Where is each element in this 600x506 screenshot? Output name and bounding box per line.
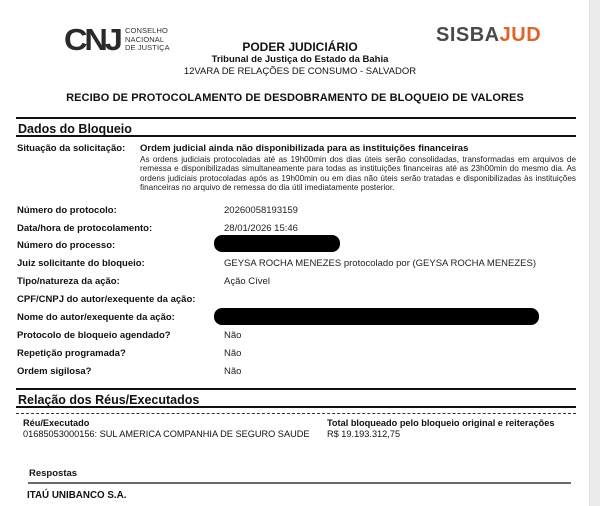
field-repeticao-programada [17, 348, 577, 362]
field-numero-protocolo [17, 205, 577, 219]
redaction-mark [214, 308, 539, 325]
field-value: Não [224, 366, 242, 377]
section-header-dados-bloqueio: Dados do Bloqueio [16, 117, 576, 137]
field-label: Protocolo de bloqueio agendado? [17, 330, 171, 341]
field-label: Nome do autor/exequente da ação: [17, 312, 175, 323]
field-numero-processo [17, 240, 577, 254]
field-tipo-natureza [17, 276, 577, 290]
scrollbar-track[interactable] [589, 0, 600, 506]
field-label: Número do protocolo: [17, 205, 117, 216]
reu-column [23, 418, 309, 439]
field-cpf-cnpj-autor [17, 294, 577, 308]
field-value: Ação Cível [224, 276, 270, 287]
field-value: 20260058193159 [224, 205, 298, 216]
field-value: Não [224, 348, 242, 359]
field-value: GEYSA ROCHA MENEZES protocolado por (GEYSA ROCHA MENEZES) [224, 258, 537, 269]
cnj-line-1: CONSELHO [125, 26, 168, 36]
field-protocolo-agendado [17, 330, 577, 344]
cnj-logo-text [125, 27, 170, 53]
cnj-line-3: DE JUSTIÇA [125, 43, 170, 53]
field-nome-autor [17, 312, 577, 326]
situacao-value: Ordem judicial ainda não disponibilizada para as instituições financeiras [140, 143, 469, 154]
reu-header: Réu/Executado [23, 418, 90, 428]
dashed-divider [16, 413, 576, 414]
total-header: Total bloqueado pelo bloqueio original e reiterações [327, 418, 555, 428]
sisbajud-logo-part2: JUD [499, 24, 542, 46]
cnj-logo-mark: CNJ [64, 22, 120, 57]
redaction-mark [214, 235, 340, 252]
field-label: Repetição programada? [17, 348, 126, 359]
field-label: Data/hora de protocolamento: [17, 223, 153, 234]
field-label: Juiz solicitante do bloqueio: [17, 258, 145, 269]
field-label: CPF/CNPJ do autor/exequente da ação: [17, 294, 196, 305]
court-header [170, 40, 430, 78]
section-header-reus: Relação dos Réus/Executados [16, 388, 576, 408]
sisbajud-logo-part1: SISBA [436, 24, 500, 46]
document-title: RECIBO DE PROTOCOLAMENTO DE DESDOBRAMENTO DE BLOQUEIO DE VALORES [66, 92, 524, 104]
field-ordem-sigilosa [17, 366, 577, 380]
field-value: Não [224, 330, 242, 341]
respostas-divider [28, 482, 571, 484]
reu-value: 01685053000156: SUL AMERICA COMPANHIA DE SEGURO SAUDE [23, 428, 310, 439]
cnj-logo [64, 22, 170, 57]
field-value: 28/01/2026 15:46 [224, 223, 298, 234]
respostas-title: Respostas [29, 468, 78, 479]
sisbajud-logo [436, 24, 541, 47]
bank-name: ITAÚ UNIBANCO S.A. [27, 490, 127, 501]
field-label: Ordem sigilosa? [17, 366, 92, 377]
tribunal-name: Tribunal de Justiça do Estado da Bahia [211, 54, 389, 65]
situacao-label: Situação da solicitação: [17, 143, 126, 154]
field-label: Tipo/natureza da ação: [17, 276, 120, 287]
cnj-line-2: NACIONAL [125, 34, 165, 44]
court-title: PODER JUDICIÁRIO [242, 40, 358, 54]
vara-name: 12VARA DE RELAÇÕES DE CONSUMO - SALVADOR [183, 66, 417, 77]
total-column [327, 418, 555, 439]
total-value: R$ 19.193.312,75 [327, 428, 401, 439]
field-label: Número do processo: [17, 240, 116, 251]
situacao-note: As ordens judiciais protocoladas até as 19h00min dos dias úteis serão consolidadas, transformadas em arquivos de remessa e disponibilizadas simultaneamente para todas as instituições financeiras até as 23h00min do mesmo dia. As ordens judiciais protocoladas após as 19h00min ou em dias não úteis serão tratadas e disponibilizadas às instituições financeiras no arquivo de remessa do dia útil imediatamente posterior. [140, 155, 576, 192]
field-juiz-solicitante [17, 258, 577, 272]
